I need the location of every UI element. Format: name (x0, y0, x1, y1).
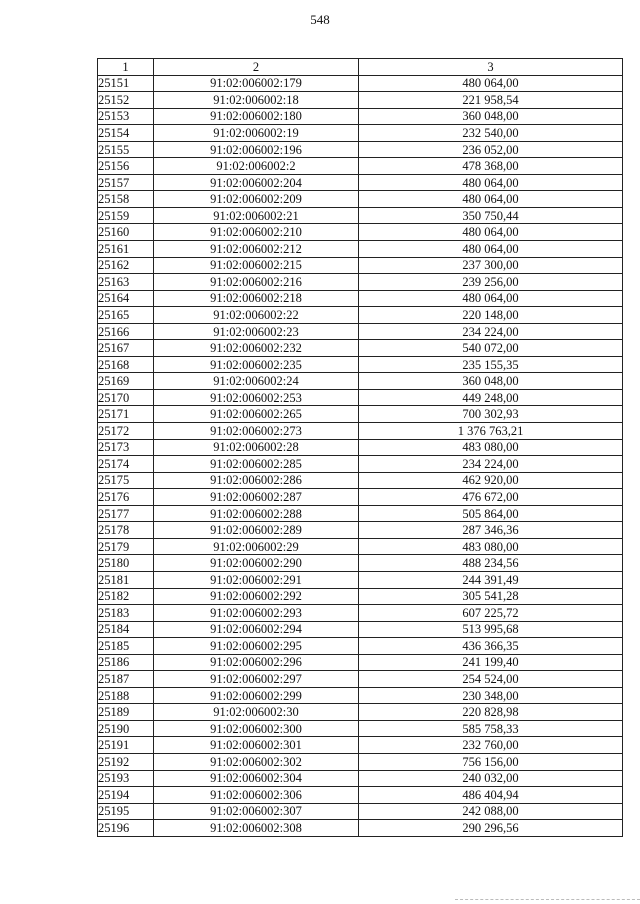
row-number: 25158 (98, 191, 154, 208)
cadastral-number: 91:02:006002:265 (154, 406, 359, 423)
row-number: 25186 (98, 654, 154, 671)
table-row (98, 687, 623, 704)
table-row (98, 704, 623, 721)
table-row (98, 257, 623, 274)
row-number: 25191 (98, 737, 154, 754)
column-header-3: 3 (359, 59, 623, 76)
table-row (98, 158, 623, 175)
table-row (98, 638, 623, 655)
cadastral-number: 91:02:006002:218 (154, 290, 359, 307)
cadastral-value: 476 672,00 (359, 489, 623, 506)
row-number: 25172 (98, 423, 154, 440)
table-header-row (98, 59, 623, 76)
cadastral-number: 91:02:006002:307 (154, 803, 359, 820)
row-number: 25179 (98, 538, 154, 555)
row-number: 25168 (98, 356, 154, 373)
cadastral-number: 91:02:006002:29 (154, 538, 359, 555)
table-row (98, 472, 623, 489)
row-number: 25189 (98, 704, 154, 721)
cadastral-number: 91:02:006002:292 (154, 588, 359, 605)
cadastral-number: 91:02:006002:306 (154, 787, 359, 804)
cadastral-value: 478 368,00 (359, 158, 623, 175)
row-number: 25173 (98, 439, 154, 456)
cadastral-value: 505 864,00 (359, 505, 623, 522)
table-row (98, 505, 623, 522)
table-row (98, 671, 623, 688)
table-body (98, 75, 623, 836)
cadastral-value: 237 300,00 (359, 257, 623, 274)
cadastral-value: 360 048,00 (359, 373, 623, 390)
cadastral-value: 486 404,94 (359, 787, 623, 804)
row-number: 25171 (98, 406, 154, 423)
cadastral-value: 232 760,00 (359, 737, 623, 754)
table-row (98, 753, 623, 770)
cadastral-number: 91:02:006002:290 (154, 555, 359, 572)
cadastral-value: 483 080,00 (359, 439, 623, 456)
table-row (98, 174, 623, 191)
cadastral-value: 462 920,00 (359, 472, 623, 489)
table-row (98, 224, 623, 241)
cadastral-value: 287 346,36 (359, 522, 623, 539)
cadastral-number: 91:02:006002:286 (154, 472, 359, 489)
cadastral-value: 236 052,00 (359, 141, 623, 158)
row-number: 25166 (98, 323, 154, 340)
column-header-1: 1 (98, 59, 154, 76)
cadastral-number: 91:02:006002:304 (154, 770, 359, 787)
cadastral-number: 91:02:006002:21 (154, 207, 359, 224)
table-row (98, 307, 623, 324)
cadastral-value: 234 224,00 (359, 323, 623, 340)
row-number: 25167 (98, 340, 154, 357)
cadastral-number: 91:02:006002:24 (154, 373, 359, 390)
table-row (98, 621, 623, 638)
table-row (98, 654, 623, 671)
table-row (98, 75, 623, 92)
cadastral-number: 91:02:006002:295 (154, 638, 359, 655)
row-number: 25174 (98, 456, 154, 473)
cadastral-number: 91:02:006002:300 (154, 720, 359, 737)
row-number: 25177 (98, 505, 154, 522)
row-number: 25188 (98, 687, 154, 704)
row-number: 25195 (98, 803, 154, 820)
table-row (98, 323, 623, 340)
cadastral-number: 91:02:006002:30 (154, 704, 359, 721)
cadastral-number: 91:02:006002:296 (154, 654, 359, 671)
cadastral-number: 91:02:006002:196 (154, 141, 359, 158)
row-number: 25152 (98, 92, 154, 109)
row-number: 25187 (98, 671, 154, 688)
row-number: 25155 (98, 141, 154, 158)
cadastral-number: 91:02:006002:2 (154, 158, 359, 175)
cadastral-number: 91:02:006002:204 (154, 174, 359, 191)
row-number: 25160 (98, 224, 154, 241)
page-edge-line (455, 899, 640, 901)
cadastral-number: 91:02:006002:212 (154, 241, 359, 258)
table-row (98, 787, 623, 804)
row-number: 25181 (98, 571, 154, 588)
cadastral-value: 436 366,35 (359, 638, 623, 655)
cadastral-value: 480 064,00 (359, 241, 623, 258)
cadastral-value-table (97, 58, 623, 837)
cadastral-value: 230 348,00 (359, 687, 623, 704)
table-row (98, 439, 623, 456)
table-row (98, 191, 623, 208)
cadastral-value: 513 995,68 (359, 621, 623, 638)
row-number: 25157 (98, 174, 154, 191)
cadastral-number: 91:02:006002:235 (154, 356, 359, 373)
row-number: 25164 (98, 290, 154, 307)
cadastral-number: 91:02:006002:293 (154, 605, 359, 622)
cadastral-value: 232 540,00 (359, 125, 623, 142)
cadastral-value: 449 248,00 (359, 389, 623, 406)
cadastral-value: 756 156,00 (359, 753, 623, 770)
cadastral-value: 480 064,00 (359, 290, 623, 307)
table-row (98, 141, 623, 158)
row-number: 25185 (98, 638, 154, 655)
table-row (98, 605, 623, 622)
cadastral-value: 221 958,54 (359, 92, 623, 109)
table-row (98, 737, 623, 754)
cadastral-number: 91:02:006002:294 (154, 621, 359, 638)
cadastral-value: 360 048,00 (359, 108, 623, 125)
cadastral-number: 91:02:006002:209 (154, 191, 359, 208)
row-number: 25165 (98, 307, 154, 324)
cadastral-value: 585 758,33 (359, 720, 623, 737)
cadastral-number: 91:02:006002:302 (154, 753, 359, 770)
cadastral-value: 290 296,56 (359, 820, 623, 837)
cadastral-value: 480 064,00 (359, 174, 623, 191)
cadastral-number: 91:02:006002:215 (154, 257, 359, 274)
cadastral-value: 350 750,44 (359, 207, 623, 224)
cadastral-value: 480 064,00 (359, 191, 623, 208)
cadastral-number: 91:02:006002:232 (154, 340, 359, 357)
cadastral-number: 91:02:006002:210 (154, 224, 359, 241)
table-row (98, 389, 623, 406)
table-row (98, 290, 623, 307)
table-row (98, 423, 623, 440)
table-row (98, 588, 623, 605)
cadastral-value: 700 302,93 (359, 406, 623, 423)
cadastral-number: 91:02:006002:297 (154, 671, 359, 688)
column-header-2: 2 (154, 59, 359, 76)
cadastral-number: 91:02:006002:291 (154, 571, 359, 588)
row-number: 25196 (98, 820, 154, 837)
cadastral-value: 240 032,00 (359, 770, 623, 787)
row-number: 25182 (98, 588, 154, 605)
cadastral-value: 220 828,98 (359, 704, 623, 721)
table-row (98, 522, 623, 539)
row-number: 25183 (98, 605, 154, 622)
cadastral-number: 91:02:006002:299 (154, 687, 359, 704)
cadastral-value: 1 376 763,21 (359, 423, 623, 440)
cadastral-number: 91:02:006002:285 (154, 456, 359, 473)
table-row (98, 125, 623, 142)
row-number: 25170 (98, 389, 154, 406)
row-number: 25159 (98, 207, 154, 224)
cadastral-value: 607 225,72 (359, 605, 623, 622)
table-row (98, 489, 623, 506)
row-number: 25190 (98, 720, 154, 737)
cadastral-number: 91:02:006002:289 (154, 522, 359, 539)
table-row (98, 820, 623, 837)
table-row (98, 108, 623, 125)
row-number: 25163 (98, 274, 154, 291)
cadastral-number: 91:02:006002:216 (154, 274, 359, 291)
cadastral-value: 540 072,00 (359, 340, 623, 357)
cadastral-value: 241 199,40 (359, 654, 623, 671)
table-row (98, 356, 623, 373)
cadastral-value: 305 541,28 (359, 588, 623, 605)
cadastral-value: 234 224,00 (359, 456, 623, 473)
cadastral-number: 91:02:006002:23 (154, 323, 359, 340)
cadastral-number: 91:02:006002:287 (154, 489, 359, 506)
cadastral-number: 91:02:006002:28 (154, 439, 359, 456)
row-number: 25184 (98, 621, 154, 638)
cadastral-value: 242 088,00 (359, 803, 623, 820)
cadastral-number: 91:02:006002:179 (154, 75, 359, 92)
cadastral-number: 91:02:006002:253 (154, 389, 359, 406)
cadastral-number: 91:02:006002:273 (154, 423, 359, 440)
table-row (98, 207, 623, 224)
row-number: 25176 (98, 489, 154, 506)
cadastral-value: 254 524,00 (359, 671, 623, 688)
row-number: 25162 (98, 257, 154, 274)
table-row (98, 803, 623, 820)
cadastral-number: 91:02:006002:288 (154, 505, 359, 522)
cadastral-value: 488 234,56 (359, 555, 623, 572)
table-row (98, 274, 623, 291)
table-row (98, 571, 623, 588)
cadastral-number: 91:02:006002:308 (154, 820, 359, 837)
row-number: 25153 (98, 108, 154, 125)
cadastral-number: 91:02:006002:18 (154, 92, 359, 109)
row-number: 25169 (98, 373, 154, 390)
row-number: 25151 (98, 75, 154, 92)
row-number: 25156 (98, 158, 154, 175)
table-row (98, 770, 623, 787)
cadastral-value: 480 064,00 (359, 224, 623, 241)
table-row (98, 241, 623, 258)
row-number: 25193 (98, 770, 154, 787)
table-row (98, 340, 623, 357)
table-row (98, 373, 623, 390)
cadastral-number: 91:02:006002:22 (154, 307, 359, 324)
cadastral-number: 91:02:006002:301 (154, 737, 359, 754)
cadastral-number: 91:02:006002:19 (154, 125, 359, 142)
row-number: 25178 (98, 522, 154, 539)
row-number: 25154 (98, 125, 154, 142)
table-row (98, 555, 623, 572)
row-number: 25161 (98, 241, 154, 258)
page-number: 548 (310, 12, 330, 27)
table-row (98, 720, 623, 737)
row-number: 25180 (98, 555, 154, 572)
table-row (98, 456, 623, 473)
row-number: 25194 (98, 787, 154, 804)
cadastral-value: 244 391,49 (359, 571, 623, 588)
table-row (98, 538, 623, 555)
row-number: 25175 (98, 472, 154, 489)
cadastral-value: 483 080,00 (359, 538, 623, 555)
table-row (98, 406, 623, 423)
cadastral-number: 91:02:006002:180 (154, 108, 359, 125)
cadastral-value: 220 148,00 (359, 307, 623, 324)
cadastral-value: 239 256,00 (359, 274, 623, 291)
cadastral-value: 480 064,00 (359, 75, 623, 92)
table-row (98, 92, 623, 109)
cadastral-value: 235 155,35 (359, 356, 623, 373)
row-number: 25192 (98, 753, 154, 770)
